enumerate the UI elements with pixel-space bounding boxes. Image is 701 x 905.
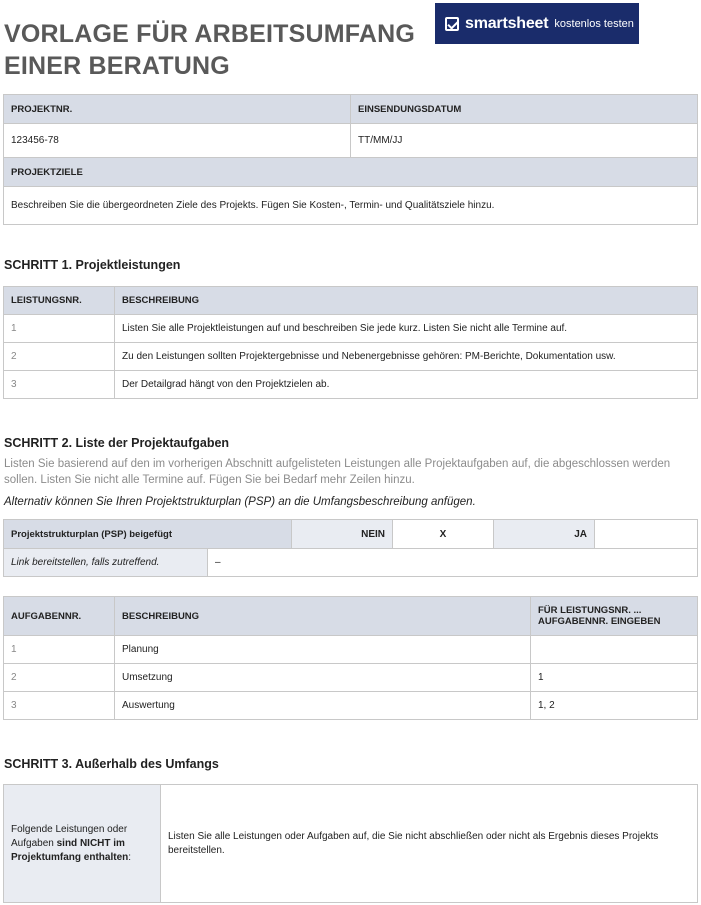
banner-brand: smartsheet bbox=[465, 14, 549, 32]
out-of-scope-label bbox=[4, 785, 161, 903]
task-number-header: AUFGABENNR. bbox=[4, 597, 115, 636]
project-goals-label: PROJEKTZIELE bbox=[4, 158, 698, 187]
project-number-label: PROJEKTNR. bbox=[4, 95, 351, 124]
task-description[interactable]: Planung bbox=[115, 636, 531, 664]
submission-date-label: EINSENDUNGSDATUM bbox=[351, 95, 698, 124]
out-of-scope-table bbox=[3, 784, 698, 903]
task-reference[interactable]: 1 bbox=[531, 664, 698, 692]
step2-heading: SCHRITT 2. Liste der Projektaufgaben bbox=[4, 436, 230, 450]
deliverable-number-header: LEISTUNGSNR. bbox=[4, 287, 115, 315]
deliverable-description[interactable]: Zu den Leistungen sollten Projektergebnisse und Nebenergebnisse gehören: PM-Berichte, Dokumentation usw. bbox=[115, 343, 698, 371]
deliverable-number[interactable]: 1 bbox=[4, 315, 115, 343]
smartsheet-check-icon bbox=[445, 17, 459, 31]
submission-date-field[interactable]: TT/MM/JJ bbox=[351, 124, 698, 158]
task-number[interactable]: 3 bbox=[4, 692, 115, 720]
psp-yes-label: JA bbox=[494, 520, 595, 549]
table-row bbox=[4, 636, 698, 664]
out-of-scope-label-part2: : bbox=[128, 851, 132, 863]
psp-table bbox=[3, 519, 698, 577]
out-of-scope-label-bold: sind NICHT im Projektumfang enthalten bbox=[11, 837, 129, 863]
table-row bbox=[4, 664, 698, 692]
psp-yes-checkbox[interactable] bbox=[595, 520, 698, 549]
deliverable-number[interactable]: 2 bbox=[4, 343, 115, 371]
psp-attached-label: Projektstrukturplan (PSP) beigefügt bbox=[4, 520, 292, 549]
step1-heading: SCHRITT 1. Projektleistungen bbox=[4, 258, 181, 272]
task-description[interactable]: Umsetzung bbox=[115, 664, 531, 692]
deliverable-description[interactable]: Listen Sie alle Projektleistungen auf und beschreiben Sie jede kurz. Listen Sie nicht alle Termine auf. bbox=[115, 315, 698, 343]
smartsheet-trial-banner[interactable] bbox=[435, 3, 639, 44]
step2-alternative-note: Alternativ können Sie Ihren Projektstrukturplan (PSP) an die Umfangsbeschreibung anfügen. bbox=[4, 496, 476, 508]
task-number[interactable]: 1 bbox=[4, 636, 115, 664]
psp-no-checkbox[interactable]: X bbox=[393, 520, 494, 549]
out-of-scope-label-part1: Folgende Leistungen oder Aufgaben bbox=[11, 823, 128, 849]
link-field[interactable]: – bbox=[208, 549, 698, 577]
project-goals-field[interactable]: Beschreiben Sie die übergeordneten Ziele des Projekts. Fügen Sie Kosten-, Termin- und Qualitätsziele hinzu. bbox=[4, 187, 698, 225]
task-reference-header bbox=[531, 597, 698, 636]
table-row bbox=[4, 371, 698, 399]
task-number[interactable]: 2 bbox=[4, 664, 115, 692]
page-title-line2: EINER BERATUNG bbox=[4, 52, 230, 80]
table-row bbox=[4, 343, 698, 371]
tasks-table bbox=[3, 596, 698, 720]
step2-instructions: Listen Sie basierend auf den im vorherigen Abschnitt aufgelisteten Leistungen alle Projektaufgaben auf, die abgeschlossen werden sollen. Listen Sie nicht alle Termine auf. Fügen Sie bei Bedarf mehr Zeilen hinzu. bbox=[4, 458, 671, 486]
table-row bbox=[4, 315, 698, 343]
deliverable-description[interactable]: Der Detailgrad hängt von den Projektzielen ab. bbox=[115, 371, 698, 399]
psp-no-label: NEIN bbox=[292, 520, 393, 549]
task-description-header: BESCHREIBUNG bbox=[115, 597, 531, 636]
banner-cta: kostenlos testen bbox=[554, 17, 634, 30]
deliverable-description-header: BESCHREIBUNG bbox=[115, 287, 698, 315]
step3-heading: SCHRITT 3. Außerhalb des Umfangs bbox=[4, 757, 219, 771]
task-reference[interactable]: 1, 2 bbox=[531, 692, 698, 720]
task-reference[interactable] bbox=[531, 636, 698, 664]
deliverables-table bbox=[3, 286, 698, 399]
project-number-field[interactable]: 123456-78 bbox=[4, 124, 351, 158]
task-description[interactable]: Auswertung bbox=[115, 692, 531, 720]
table-row bbox=[4, 692, 698, 720]
page-title-line1: VORLAGE FÜR ARBEITSUMFANG bbox=[4, 20, 416, 48]
page-title bbox=[4, 18, 424, 82]
deliverable-number[interactable]: 3 bbox=[4, 371, 115, 399]
task-reference-header-line2: AUFGABENNR. EINGEBEN bbox=[538, 616, 661, 627]
task-reference-header-line1: FÜR LEISTUNGSNR. ... bbox=[538, 605, 642, 616]
project-info-table bbox=[3, 94, 698, 225]
out-of-scope-field[interactable]: Listen Sie alle Leistungen oder Aufgaben auf, die Sie nicht abschließen oder nicht als Ergebnis dieses Projekts bereitstellen. bbox=[161, 785, 698, 903]
link-label: Link bereitstellen, falls zutreffend. bbox=[4, 549, 208, 577]
